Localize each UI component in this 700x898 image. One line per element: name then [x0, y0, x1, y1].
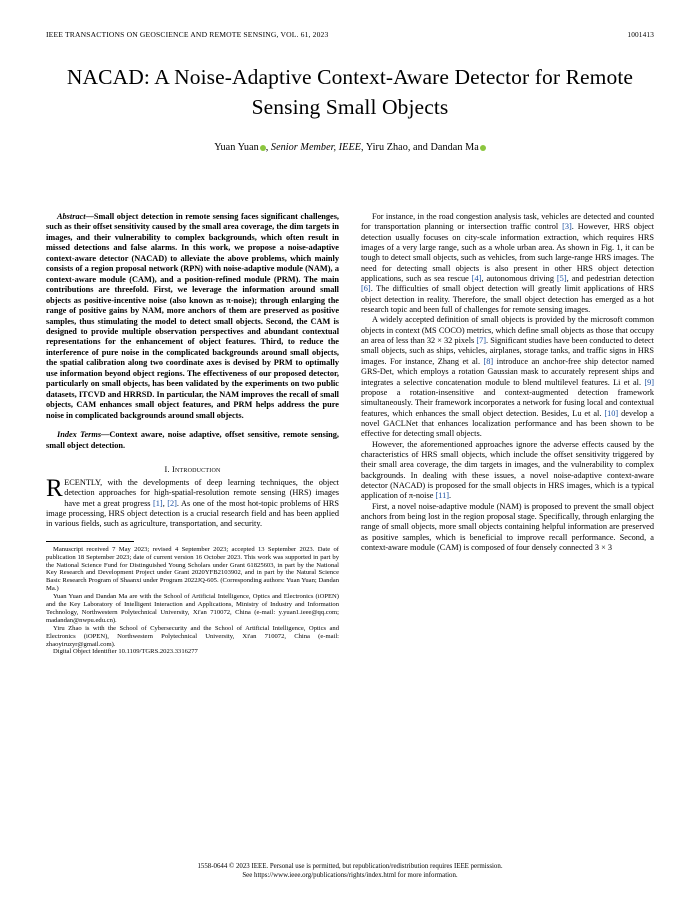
author-separator: ,: [265, 142, 271, 153]
paragraph-limitations: However, the aforementioned approaches ignore the adverse effects caused by the characteristics of HRS small objects, which include the offset sensitivity triggered by their small area coverage, the dim targets in images, and the vulnerability to complex backgrounds. In dealing with these issues, a novel noise-adaptive context-aware detector (NACAD) is proposed for the small objects in HRS images, which is a typical application of π-noise [11].: [361, 439, 654, 501]
page-footer: [46, 862, 654, 880]
index-terms: [46, 430, 339, 451]
author-1: Yuan Yuan: [214, 142, 259, 153]
orcid-icon[interactable]: [260, 145, 266, 151]
index-terms-label: Index Terms—: [57, 430, 110, 440]
footnote-doi: Digital Object Identifier 10.1109/TGRS.2023.3316277: [53, 648, 198, 656]
paragraph-contributions: First, a novel noise-adaptive module (NAM) is proposed to prevent the small object anchors from being lost in the region proposal stage. Specifically, through enlarging the range of small objects, more small objects containing helpful information are preserved as positive samples, which is beneficial to improve recall performance. Second, a context-aware module (CAM) is composed of four densely connected 3 × 3: [361, 501, 654, 552]
abstract: [46, 212, 339, 421]
author-rest: , Yiru Zhao, and Dandan Ma: [361, 142, 479, 153]
abstract-text: Small object detection in remote sensing faces significant challenges, such as their offset sensitivity caused by the small area coverage, the dim targets in images, and their vulnerability to complex backgrounds, which often result in missed detections and false alarms. In this work, we propose a noise-adaptive context-aware detector (NACAD) to alleviate the above problems, which mainly consists of a region proposal network (RPN) with noise-adaptive module (NAM), a context-aware module (CAM), and a position-refined module (PRM). The main contributions are threefold. First, we leverage the information around small objects as positive-incentive noise (also known as π-noise); through enlarging the range of positive gains by NAM, more anchors of them are preserved as positive samples, thus stimulating the model to detect small objects. Second, the CAM is designed to provide multiple observation perspectives and abundant contextual representations for the enhancement of object features. Third, to reduce the interference of pure noise in the complicated backgrounds around small objects, the spatial calibration along two coordinate axes is devised by PRM to optimally use information beyond object regions. The effectiveness of our proposed detector, particularly on small objects, has been validated by the experiments on two public datasets, ITCVD and HRRSD. In particular, the NAM improves the recall of small objects, CAM enhances small object features, and PRM helps address the pure noise in complicated backgrounds around small objects.: [46, 212, 339, 420]
footnote-manuscript: Manuscript received 7 May 2023; revised 4 September 2023; accepted 13 September 2023. Date of publication 18 September 2023; date of current version 16 October 2023. This work was supported in part by the National Science Fund for Distinguished Young Scholars under Grant 61825603, in part by the National Key Research and Development Project under Grant 2020YFB2103902, and in part by the Natural Science Basic Research Program of Shaanxi under Program 2022JQ-605. (Corresponding authors: Yuan Yuan; Dandan Ma.): [46, 545, 339, 593]
footnote-author-affiliation-1: Yuan Yuan and Dandan Ma are with the School of Artificial Intelligence, Optics and Electronics (iOPEN) and the Key Laboratory of Intelligent Interaction and Applications, Ministry of Industry and Information Technology, Northwestern Polytechnical University, Xi'an 710072, China (e-mail: y.yuan1.ieee@qq.com; madandan@nwpu.edu.cn).: [46, 593, 339, 624]
copyright-line: 1558-0644 © 2023 IEEE. Personal use is permitted, but republication/redistribution requires IEEE permission.: [197, 863, 503, 870]
article-id: 1001413: [627, 30, 654, 39]
author-membership: Senior Member, IEEE: [270, 142, 361, 153]
paragraph-road-congestion: For instance, in the road congestion analysis task, vehicles are detected and counted for transportation planning or intersection traffic control [3]. However, HRS object detection usually focuses on city-scale information extraction, which requires HRS images of a very large range, such as a whole urban area. As shown in Fig. 1, it can be tough to detect small objects, such as vehicles, from such large-range HRS images. The need for detecting small objects is also present in other HRS object detection applications, such as sea rescue [4], autonomous driving [5], and pedestrian detection [6]. The difficulties of small object detection will greatly limit applications of HRS object detection in reality. Therefore, the small object detection has emerged as a hot research topic and been full of challenges for remote sensing images.: [361, 212, 654, 315]
left-column: [46, 212, 339, 656]
paragraph-intro-text: ECENTLY, with the developments of deep learning techniques, the object detection approaches for high-spatial-resolution remote sensing (HRS) images have met a great progress [1], [2]. As one of the most hot-topic problems of HRS image processing, HRS object detection is a crucial research field and has been applied in various fields, such as agriculture, transportation, and security.: [46, 477, 339, 529]
footnote-divider: [46, 541, 134, 542]
rights-link-line: See https://www.ieee.org/publications/rights/index.html for more information.: [242, 872, 458, 879]
section-number: I.: [164, 464, 170, 474]
drop-cap: R: [46, 474, 63, 502]
section-heading-introduction: [46, 465, 339, 474]
paragraph-intro: [46, 474, 339, 530]
body-columns: [46, 212, 654, 656]
title-block: [60, 62, 640, 153]
section-title: Introduction: [172, 464, 221, 474]
running-head: [46, 30, 654, 39]
right-column: [361, 212, 654, 656]
paragraph-small-object-definition: A widely accepted definition of small objects is provided by the microsoft common objects in context (MS COCO) metrics, which define small objects as those that occupy an area of less than 32 × 32 pixels [7]. Significant studies have been conducted to detect small objects, such as ships, vehicles, airplanes, storage tanks, and traffic signs in HRS images. For instance, Zhang et al. [8] introduce an anchor-free ship detector named GRS-Det, which employs a rotation Gaussian mask to accurately represent ships and integrates a selective concatenation module to blend multilevel features. Li et al. [9] propose a rotation-insensitive and context-augmented detection framework simultaneously. Their framework incorporates a network for fusing local and contextual features, which enhances the small object detection. Besides, Lu et al. [10] develop a novel GACLNet that enhances localization performance and has been shown to be effective for detecting small objects.: [361, 315, 654, 439]
page-title: NACAD: A Noise-Adaptive Context-Aware Detector for Remote Sensing Small Objects: [66, 65, 634, 119]
journal-name: IEEE TRANSACTIONS ON GEOSCIENCE AND REMOTE SENSING, VOL. 61, 2023: [46, 30, 329, 39]
index-terms-text: Context aware, noise adaptive, offset sensitive, remote sensing, small object detection.: [46, 430, 340, 450]
footnote-author-affiliation-2: Yiru Zhao is with the School of Cybersecurity and the School of Artificial Intelligence, Optics and Electronics (iOPEN), Northwestern Polytechnical University, Xi'an 710072, China (e-mail: zhaoyiruzyr@gmail.com).: [46, 624, 339, 648]
author-list: [60, 142, 640, 153]
abstract-label: Abstract—: [57, 212, 94, 221]
orcid-icon[interactable]: [480, 145, 486, 151]
